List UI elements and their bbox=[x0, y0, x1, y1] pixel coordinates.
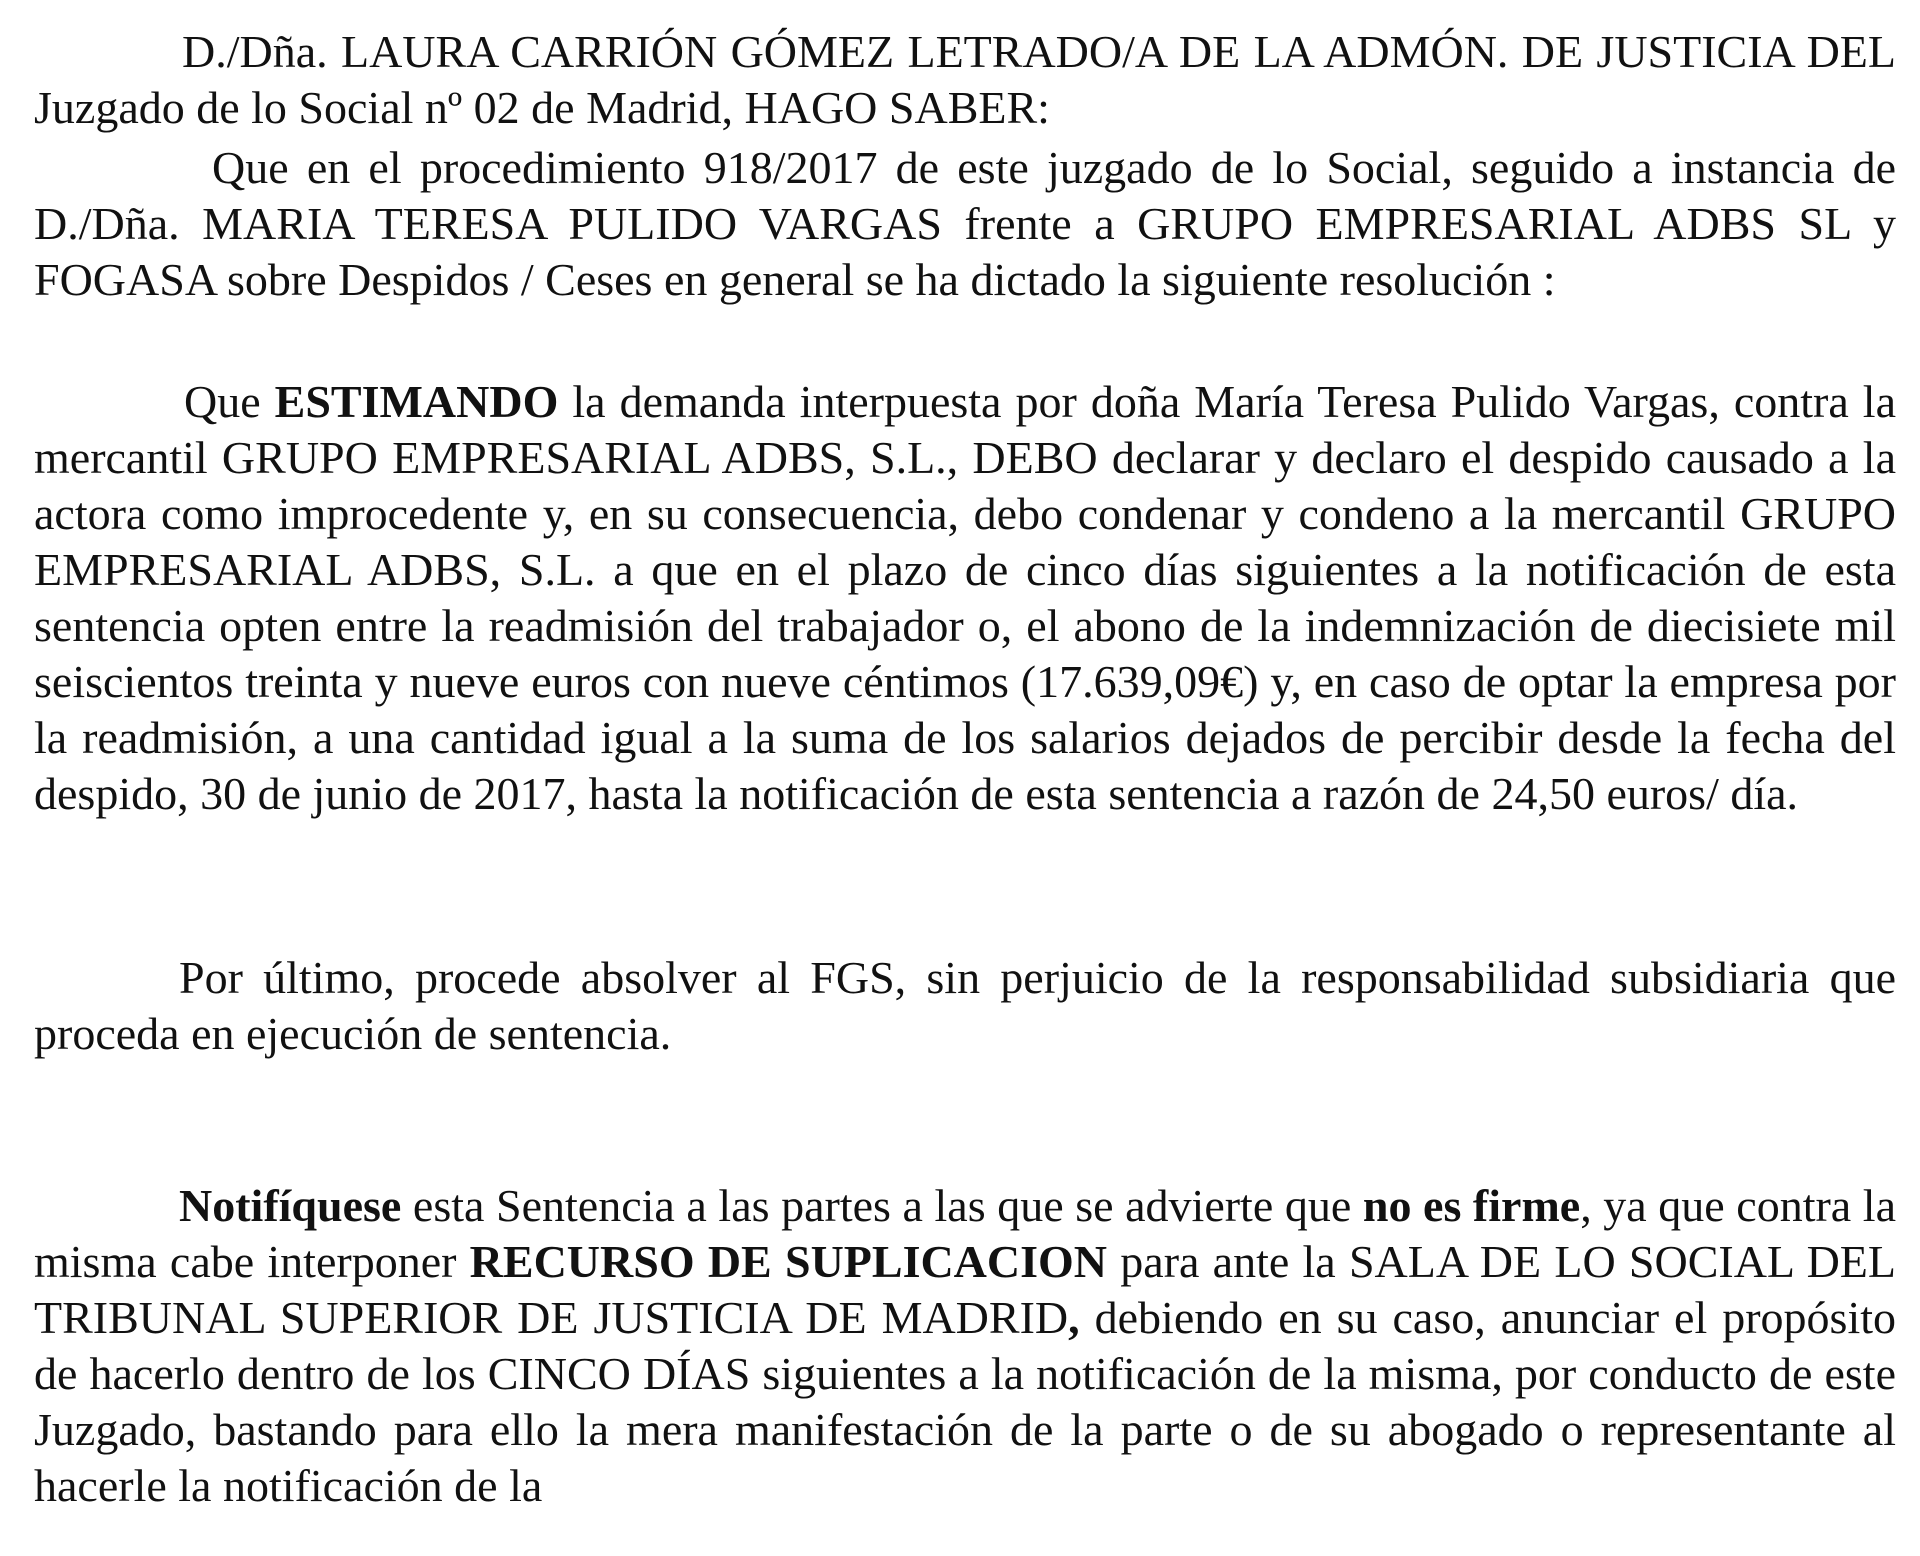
header-paragraph bbox=[34, 24, 1896, 136]
notification-text-1: esta Sentencia a las partes a las que se advierte que bbox=[401, 1180, 1363, 1231]
ruling-text: la demanda interpuesta por doña María Teresa Pulido Vargas, contra la mercantil GRUPO EMPRESARIAL ADBS, S.L., DEBO declarar y declaro el despido causado a la actora como improcedente y, en su consecuencia, debo condenar y condeno a la mercantil GRUPO EMPRESARIAL ADBS, S.L. a que en el plazo de cinco días siguientes a la notificación de esta sentencia opten entre la readmisión del trabajador o, el abono de la indemnización de diecisiete mil seiscientos treinta y nueve euros con nueve céntimos (17.639,09€) y, en caso de optar la empresa por la readmisión, a una cantidad igual a la suma de los salarios dejados de percibir desde la fecha del despido, 30 de junio de 2017, hasta la notificación de esta sentencia a razón de 24,50 euros/ día. bbox=[34, 376, 1896, 819]
fgs-text: Por último, procede absolver al FGS, sin perjuicio de la responsabilidad subsidiaria que proceda en ejecución de sentencia. bbox=[34, 952, 1896, 1059]
notification-text-2: , ya que contra la misma cabe interponer bbox=[34, 1180, 1896, 1287]
header-text: D./Dña. LAURA CARRIÓN GÓMEZ LETRADO/A DE LA ADMÓN. DE JUSTICIA DEL Juzgado de lo Social nº 02 de Madrid, HAGO SABER: bbox=[34, 26, 1896, 133]
notification-text-4: debiendo en su caso, anunciar el propósito de hacerlo dentro de los CINCO DÍAS siguientes a la notificación de la misma, por conducto de este Juzgado, bastando para ello la mera manifestación de la parte o de su abogado o representante al hacerle la notificación de la bbox=[34, 1292, 1897, 1511]
notification-paragraph bbox=[34, 1178, 1896, 1514]
recurso-suplicacion-bold: RECURSO DE SUPLICACION bbox=[469, 1236, 1108, 1287]
fgs-paragraph bbox=[34, 950, 1896, 1062]
no-es-firme-bold: no es firme bbox=[1362, 1180, 1581, 1231]
notification-text-3: para ante la SALA DE LO SOCIAL DEL TRIBUNAL SUPERIOR DE JUSTICIA DE MADRID bbox=[34, 1236, 1896, 1343]
procedure-paragraph bbox=[34, 140, 1896, 308]
procedure-text: Que en el procedimiento 918/2017 de este juzgado de lo Social, seguido a instancia de D./Dña. MARIA TERESA PULIDO VARGAS frente a GRUPO EMPRESARIAL ADBS SL y FOGASA sobre Despidos / Ceses en general se ha dictado la siguiente resolución : bbox=[34, 142, 1896, 305]
ruling-paragraph bbox=[34, 374, 1896, 822]
notifiquese-bold: Notifíquese bbox=[179, 1180, 402, 1231]
ruling-estimando: ESTIMANDO bbox=[274, 376, 559, 427]
comma-bold: , bbox=[1068, 1292, 1080, 1343]
ruling-lead: Que bbox=[184, 376, 275, 427]
